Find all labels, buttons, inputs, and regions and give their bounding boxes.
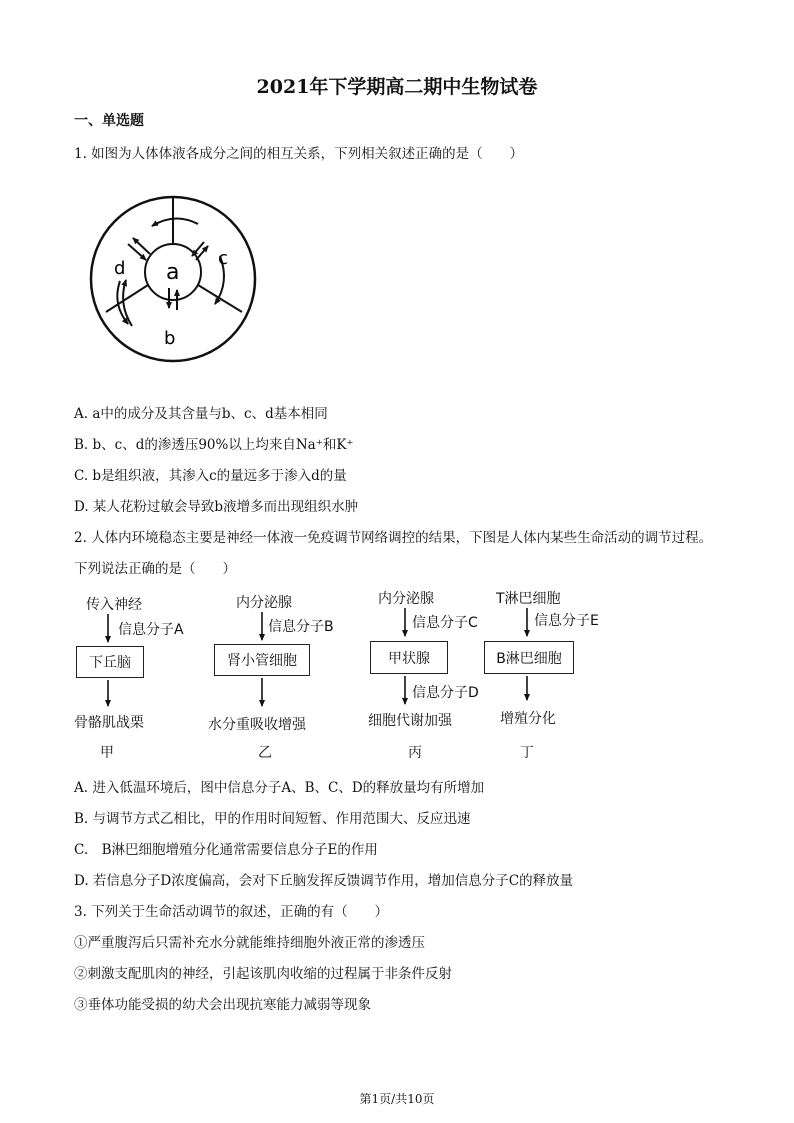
jia-name: 甲 xyxy=(100,745,114,761)
q2-stem-line1: 2. 人体内环境稳态主要是神经一体液一免疫调节网络调控的结果，下图是人体内某些生命活动的调节过程。 xyxy=(74,530,713,546)
page-title: 2021年下学期高二期中生物试卷 xyxy=(256,76,538,98)
q3-item-3: ③垂体功能受损的幼犬会出现抗寒能力减弱等现象 xyxy=(74,997,371,1013)
label-c: c xyxy=(218,248,228,269)
q2-option-a: A. 进入低温环境后，图中信息分子A、B、C、D的释放量均有所增加 xyxy=(74,780,485,796)
yi-signal: 信息分子B xyxy=(268,619,334,635)
q1-stem: 1. 如图为人体体液各成分之间的相互关系，下列相关叙述正确的是（ ） xyxy=(74,146,524,162)
bing-name: 丙 xyxy=(408,745,422,761)
q1-option-b: B. b、c、d的渗透压90%以上均来自Na⁺和K⁺ xyxy=(74,437,354,453)
bing-signal: 信息分子C xyxy=(412,615,478,631)
divider-right xyxy=(198,285,242,312)
q3-stem: 3. 下列关于生命活动调节的叙述，正确的有（ ） xyxy=(74,904,389,920)
ding-effect: 增殖分化 xyxy=(500,711,556,727)
label-d: d xyxy=(114,258,126,279)
q1-option-d: D. 某人花粉过敏会导致b液增多而出现组织水肿 xyxy=(74,499,359,515)
yi-name: 乙 xyxy=(258,745,272,761)
q1-option-c: C. b是组织液，其渗入c的量远多于渗入d的量 xyxy=(74,468,347,484)
jia-effect: 骨骼肌战栗 xyxy=(74,715,144,731)
ding-box-b-cell: B淋巴细胞 xyxy=(484,641,574,674)
divider-left xyxy=(106,285,148,312)
yi-effect: 水分重吸收增强 xyxy=(208,717,306,733)
label-a: a xyxy=(166,260,180,285)
yi-box-renal-tubule: 肾小管细胞 xyxy=(214,644,310,676)
bing-effect: 细胞代谢加强 xyxy=(368,713,452,729)
q3-item-1: ①严重腹泻后只需补充水分就能维持细胞外液正常的渗透压 xyxy=(74,935,425,951)
q3-item-2: ②刺激支配肌肉的神经，引起该肌肉收缩的过程属于非条件反射 xyxy=(74,966,452,982)
q2-option-d: D. 若信息分子D浓度偏高，会对下丘脑发挥反馈调节作用，增加信息分子C的释放量 xyxy=(74,873,574,889)
bing-signal2: 信息分子D xyxy=(412,685,479,701)
jia-signal: 信息分子A xyxy=(118,622,184,638)
jia-source: 传入神经 xyxy=(86,597,142,613)
q1-option-a: A. a中的成分及其含量与b、c、d基本相同 xyxy=(74,406,328,422)
ding-signal: 信息分子E xyxy=(534,613,599,629)
ding-source: T淋巴细胞 xyxy=(496,591,561,607)
ding-name: 丁 xyxy=(520,745,534,761)
label-b: b xyxy=(164,328,176,349)
jia-box-hypothalamus: 下丘脑 xyxy=(76,646,144,678)
body-fluid-diagram xyxy=(80,186,280,376)
q2-option-b: B. 与调节方式乙相比，甲的作用时间短暂、作用范围大、反应迅速 xyxy=(74,811,471,827)
bing-box-thyroid: 甲状腺 xyxy=(370,641,448,674)
bing-source: 内分泌腺 xyxy=(378,591,434,607)
q2-stem-line2: 下列说法正确的是（ ） xyxy=(74,561,236,577)
page-footer: 第1页/共10页 xyxy=(359,1092,435,1106)
section-heading: 一、单选题 xyxy=(74,113,144,129)
q2-option-c: C. B淋巴细胞增殖分化通常需要信息分子E的作用 xyxy=(74,842,378,858)
yi-source: 内分泌腺 xyxy=(236,595,292,611)
arrow-top xyxy=(152,218,198,226)
